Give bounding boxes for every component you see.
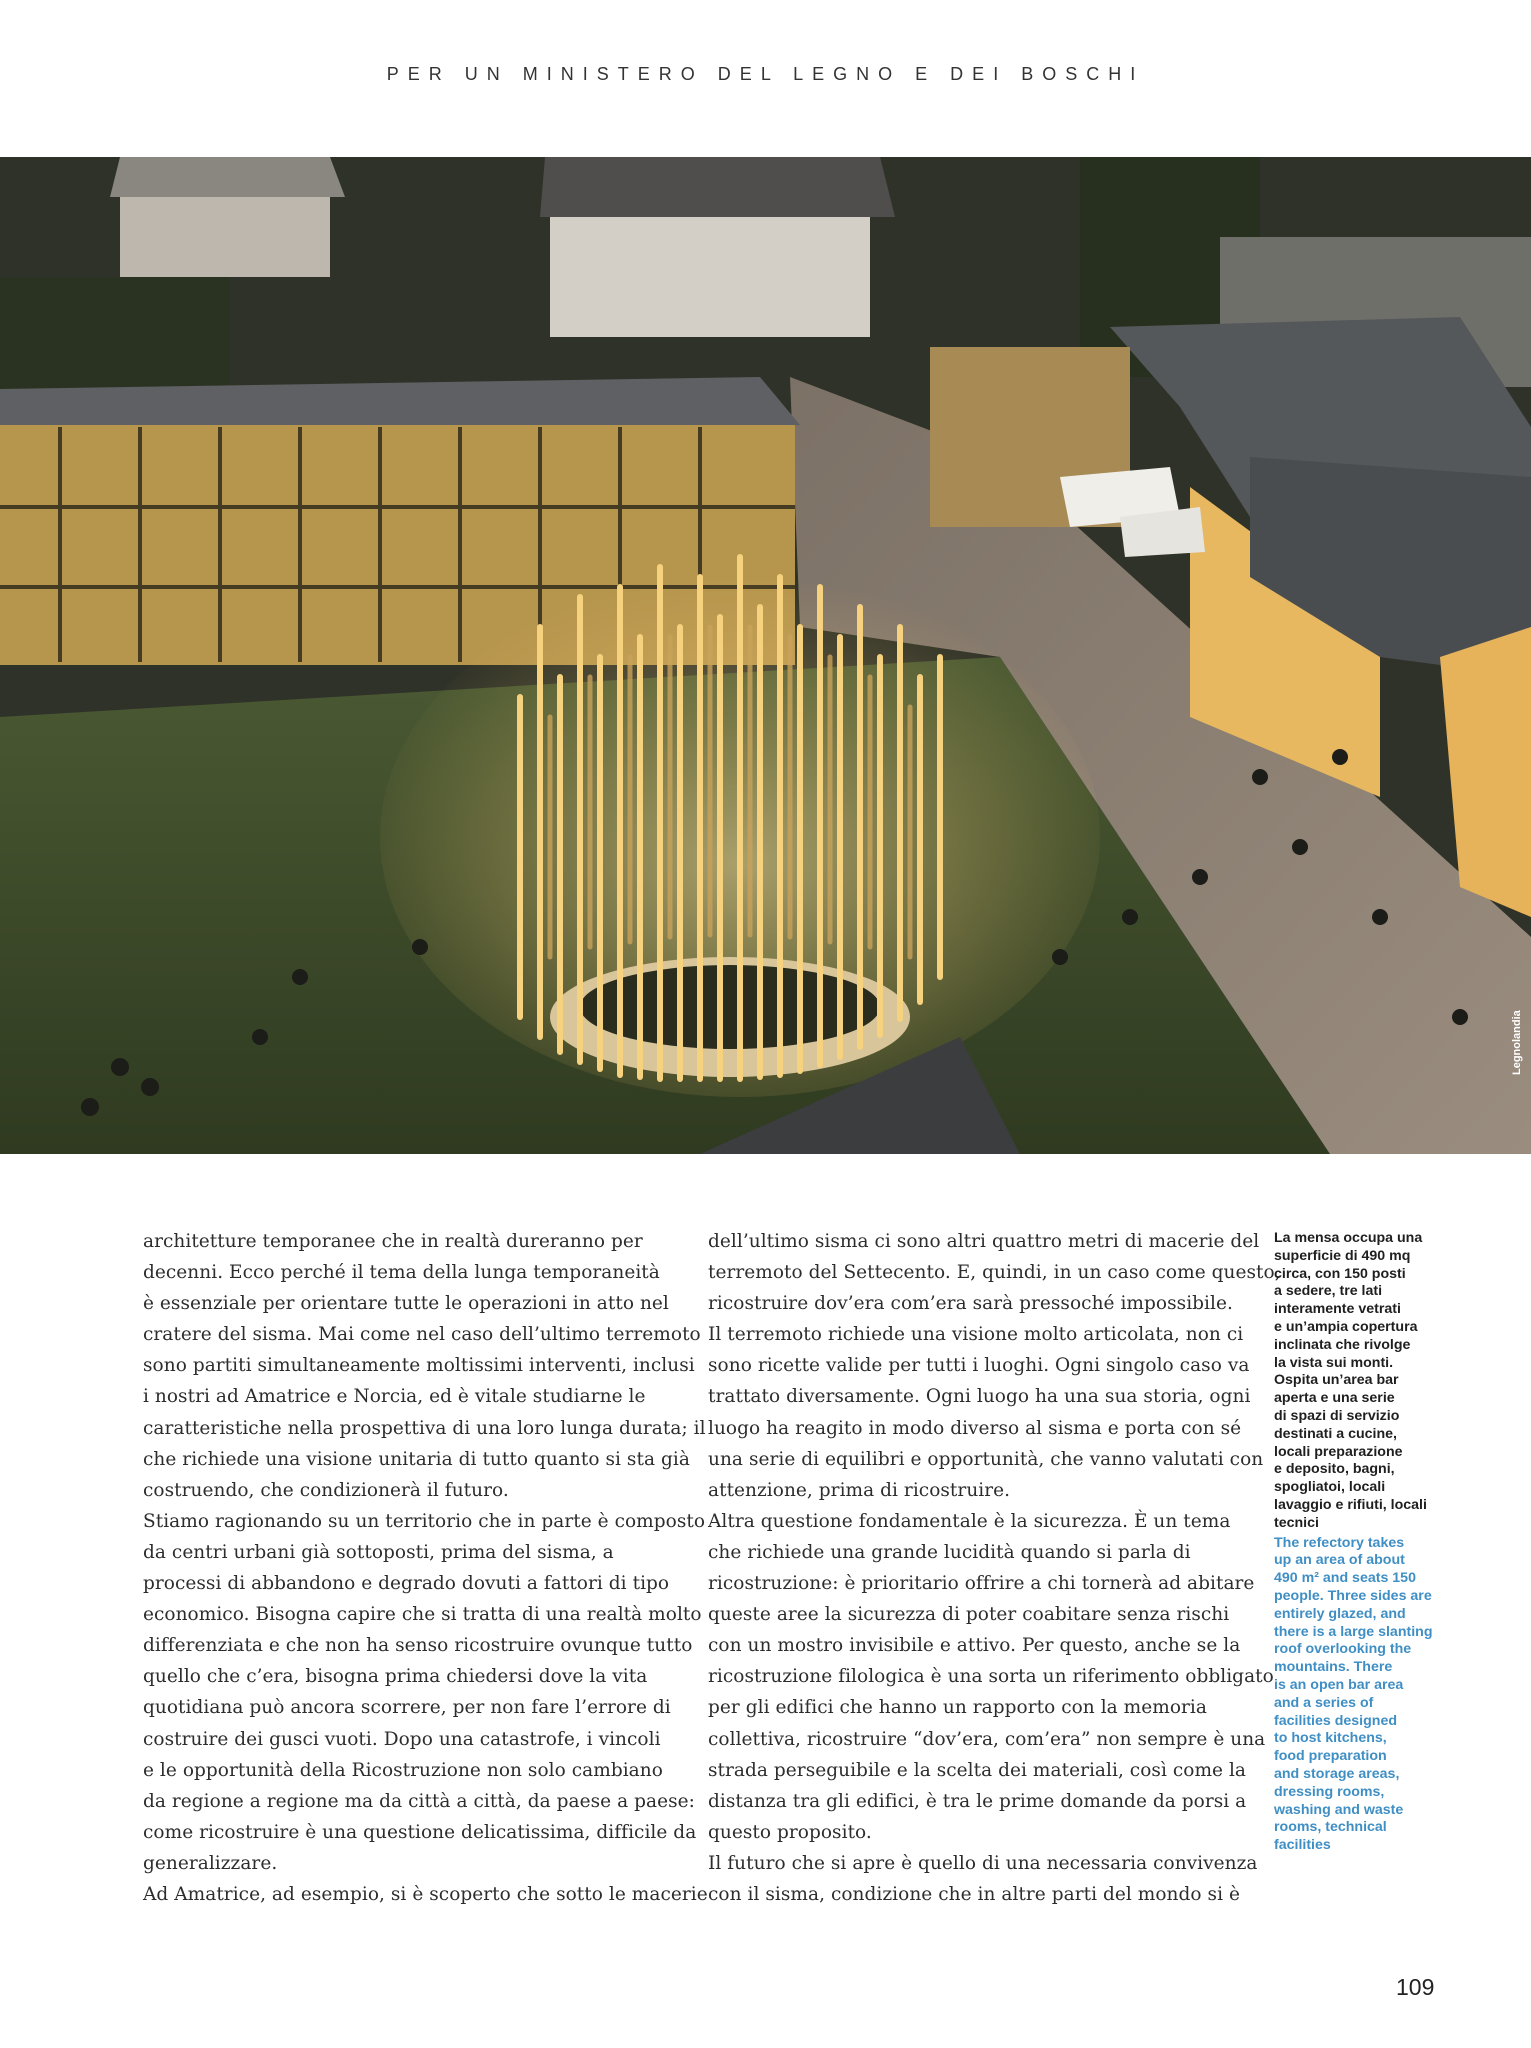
caption-line-italian: e deposito, bagni, (1274, 1461, 1395, 1478)
aerial-photo (0, 157, 1531, 1154)
article-line: da regione a regione ma da città a città, da paese a paese: (143, 1790, 695, 1812)
article-line: sono ricette valide per tutti i luoghi. Ogni singolo caso va (708, 1355, 1250, 1377)
article-line: luogo ha reagito in modo diverso al sisma e porta con sé (708, 1417, 1242, 1439)
article-line: architetture temporanee che in realtà dureranno per (143, 1231, 643, 1252)
article-line: processi di abbandono e degrado dovuti a fattori di tipo (143, 1573, 670, 1595)
article-line: quotidiana può ancora scorrere, per non fare l’errore di (143, 1697, 671, 1719)
article-line: decenni. Ecco perché il tema della lunga temporaneità (143, 1262, 660, 1284)
caption-line-english: and a series of (1274, 1694, 1374, 1711)
article-column-1 (143, 1226, 708, 1910)
article-line: trattato diversamente. Ogni luogo ha una sua storia, ogni (708, 1386, 1251, 1408)
caption-line-english: facilities designed (1274, 1712, 1397, 1729)
caption-line-english: up an area of about (1274, 1552, 1405, 1569)
article-line: strada perseguibile e la scelta dei materiali, così come la (708, 1759, 1247, 1781)
article-line: e le opportunità della Ricostruzione non solo cambiano (143, 1759, 663, 1781)
caption-line-italian: aperta e una serie (1274, 1390, 1395, 1407)
article-line: Altra questione fondamentale è la sicurezza. È un tema (708, 1510, 1231, 1532)
article-line: ricostruzione: è prioritario offrire a chi tornerà ad abitare (708, 1573, 1255, 1595)
caption-line-english: is an open bar area (1274, 1676, 1404, 1693)
caption-line-english: food preparation (1274, 1748, 1387, 1765)
photo-caption (1274, 1230, 1444, 1855)
caption-line-italian: superficie di 490 mq (1274, 1247, 1411, 1264)
page-number: 109 (1396, 1974, 1435, 2000)
article-column-2 (708, 1226, 1281, 1910)
article-line: Stiamo ragionando su un territorio che in parte è composto (143, 1510, 706, 1532)
caption-line-english: rooms, technical (1274, 1819, 1387, 1836)
article-line: cratere del sisma. Mai come nel caso dell’ultimo terremoto (143, 1324, 701, 1346)
article-line: Ad Amatrice, ad esempio, si è scoperto che sotto le macerie (143, 1883, 708, 1905)
article-line: economico. Bisogna capire che si tratta di una realtà molto (143, 1604, 702, 1626)
article-line: per gli edifici che hanno un rapporto con la memoria (708, 1697, 1207, 1719)
article-line: da centri urbani già sottoposti, prima del sisma, a (143, 1541, 614, 1563)
article-line: sono partiti simultaneamente moltissimi interventi, inclusi (143, 1355, 695, 1377)
caption-line-english: and storage areas, (1274, 1765, 1400, 1782)
caption-line-italian: spogliatoi, locali (1274, 1479, 1386, 1496)
caption-line-english: dressing rooms, (1274, 1783, 1385, 1800)
caption-line-english: facilities (1274, 1837, 1331, 1854)
caption-line-italian: destinati a cucine, (1274, 1425, 1397, 1442)
caption-line-english: washing and waste (1274, 1801, 1404, 1818)
caption-line-italian: a sedere, tre lati (1274, 1283, 1383, 1300)
article-line: quello che c’era, bisogna prima chiedersi dove la vita (143, 1666, 648, 1688)
running-title: PER UN MINISTERO DEL LEGNO E DEI BOSCHI (386, 64, 1145, 84)
article-line: con un mostro invisibile e attivo. Per questo, anche se la (708, 1635, 1241, 1657)
article-line: con il sisma, condizione che in altre parti del mondo si è (708, 1883, 1240, 1905)
article-line: questo proposito. (708, 1821, 872, 1843)
caption-line-italian: interamente vetrati (1274, 1301, 1401, 1318)
caption-line-english: entirely glazed, and (1274, 1605, 1406, 1622)
caption-line-italian: inclinata che rivolge (1274, 1336, 1411, 1353)
article-line: ricostruzione filologica è una sorta un riferimento obbligato (708, 1666, 1274, 1688)
roof-left-house (110, 157, 345, 197)
article-line: i nostri ad Amatrice e Norcia, ed è vitale studiarne le (143, 1386, 646, 1408)
roof-center-house (540, 157, 895, 217)
caption-line-italian: La mensa occupa una (1274, 1230, 1423, 1246)
article-line: terremoto del Settecento. E, quindi, in un caso come questo, (708, 1262, 1281, 1284)
article-line: generalizzare. (143, 1852, 278, 1874)
article-line: come ricostruire è una questione delicatissima, difficile da (143, 1821, 697, 1843)
article-line: attenzione, prima di ricostruire. (708, 1479, 1011, 1501)
article-line: ricostruire dov’era com’era sarà pressoché impossibile. (708, 1293, 1233, 1315)
article-line: che richiede una visione unitaria di tutto quanto si sta già (143, 1448, 690, 1470)
caption-line-italian: tecnici (1274, 1514, 1319, 1531)
caption-line-italian: lavaggio e rifiuti, locali (1274, 1496, 1427, 1513)
article-line: dell’ultimo sisma ci sono altri quattro metri di macerie del (708, 1231, 1260, 1252)
caption-line-italian: la vista sui monti. (1274, 1354, 1394, 1371)
caption-line-english: to host kitchens, (1274, 1730, 1387, 1747)
caption-english (1274, 1535, 1444, 1855)
caption-line-italian: e un’ampia copertura (1274, 1318, 1418, 1335)
article-line: collettiva, ricostruire “dov’era, com’era” non sempre è una (708, 1728, 1266, 1750)
caption-line-italian: locali preparazione (1274, 1443, 1403, 1460)
photo-credit: Legnolandia (1511, 1010, 1523, 1075)
caption-line-english: mountains. There (1274, 1659, 1393, 1676)
article-line: Il futuro che si apre è quello di una necessaria convivenza (708, 1852, 1258, 1874)
caption-line-italian: circa, con 150 posti (1274, 1265, 1406, 1282)
article-line: Il terremoto richiede una visione molto articolata, non ci (708, 1324, 1244, 1346)
caption-line-italian: Ospita un’area bar (1274, 1372, 1399, 1389)
caption-line-english: people. Three sides are (1274, 1587, 1432, 1604)
article-line: è essenziale per orientare tutte le operazioni in atto nel (143, 1293, 669, 1315)
article-line: queste aree la sicurezza di poter coabitare senza rischi (708, 1604, 1230, 1626)
article-line: costruire dei gusci vuoti. Dopo una catastrofe, i vincoli (143, 1728, 661, 1750)
caption-italian (1274, 1230, 1444, 1533)
caption-line-english: The refectory takes (1274, 1534, 1405, 1551)
article-line: distanza tra gli edifici, è tra le prime domande da porsi a (708, 1790, 1247, 1812)
article-line: una serie di equilibri e opportunità, che vanno valutati con (708, 1448, 1264, 1470)
article-line: caratteristiche nella prospettiva di una loro lunga durata; il (143, 1417, 706, 1439)
article-line: costruendo, che condizionerà il futuro. (143, 1479, 509, 1501)
caption-line-english: 490 m² and seats 150 (1274, 1570, 1416, 1587)
article-line: differenziata e che non ha senso ricostruire ovunque tutto (143, 1635, 693, 1657)
article-line: che richiede una grande lucidità quando si parla di (708, 1541, 1191, 1563)
caption-line-english: roof overlooking the (1274, 1641, 1412, 1658)
caption-line-english: there is a large slanting (1274, 1623, 1433, 1640)
caption-line-italian: di spazi di servizio (1274, 1407, 1400, 1424)
